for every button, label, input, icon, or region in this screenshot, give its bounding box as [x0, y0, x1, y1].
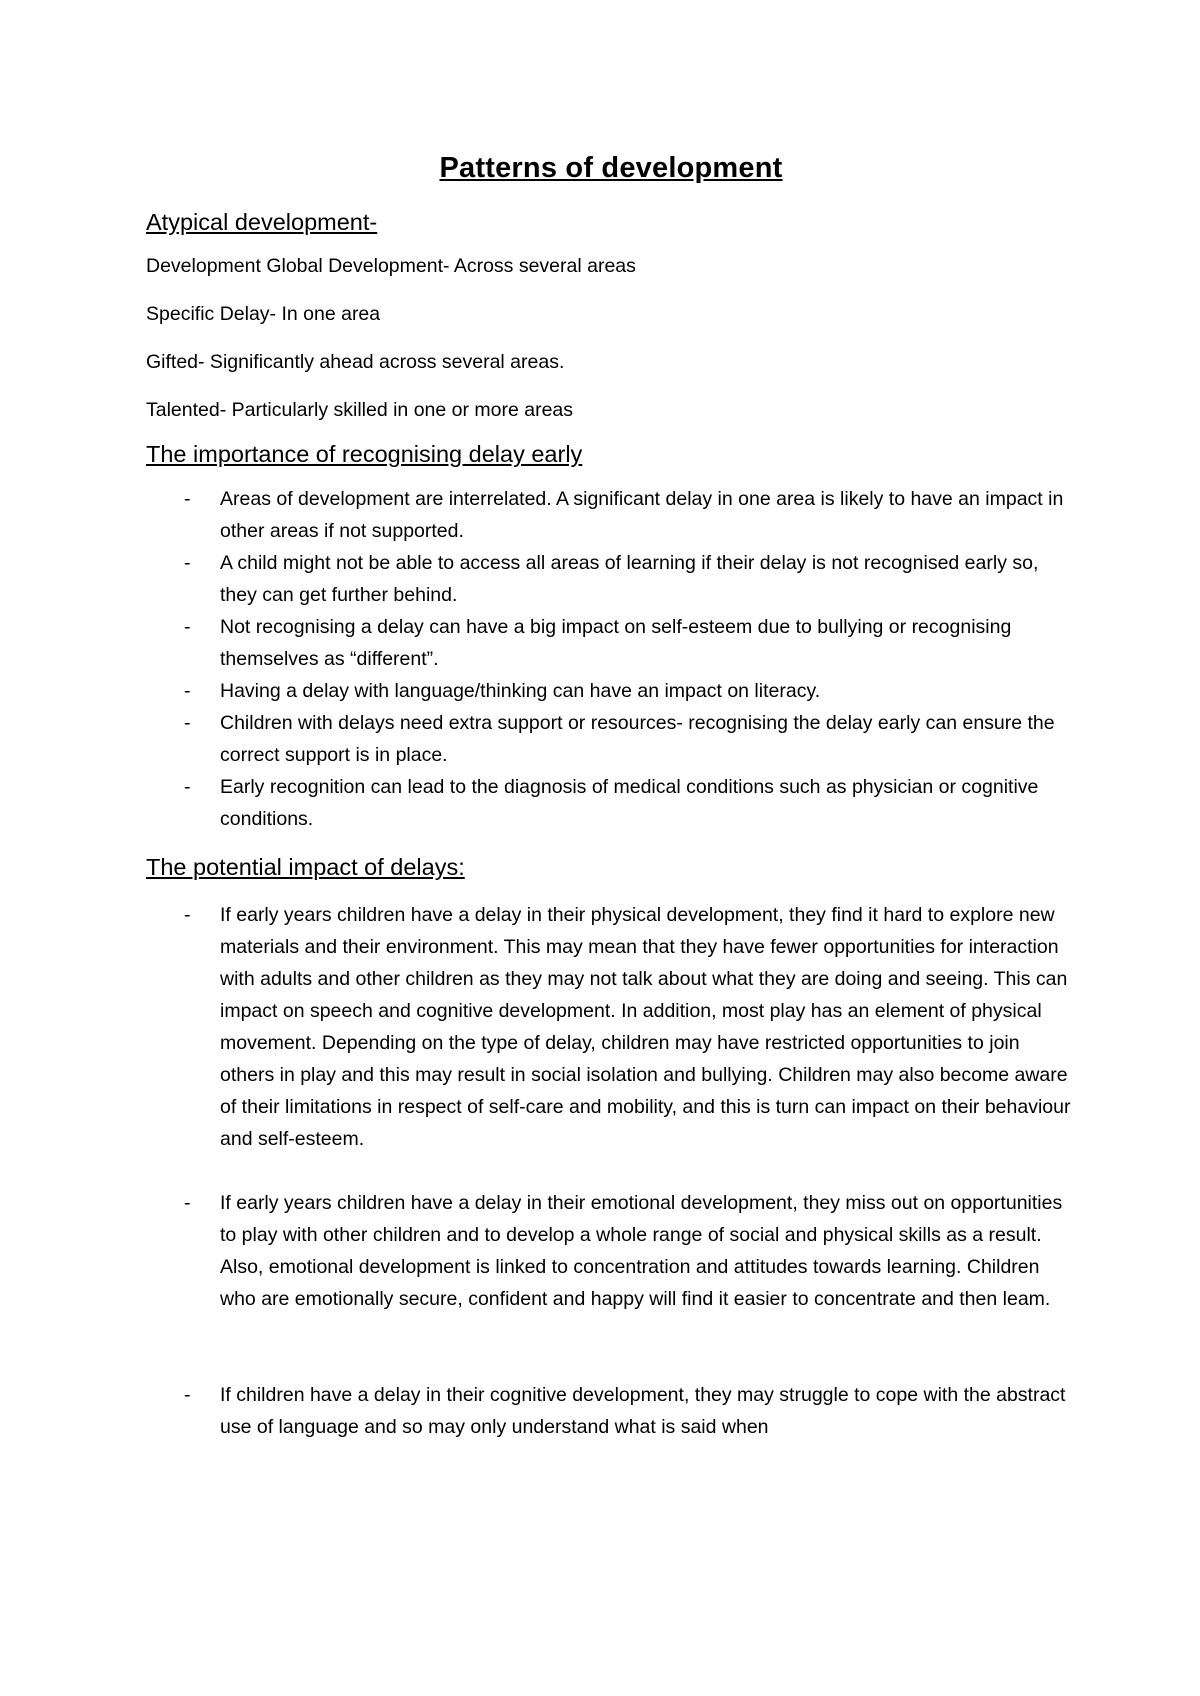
list-item-text: If early years children have a delay in their physical development, they find it hard to explore new materials and their environment. This may mean that they have fewer opportunities for interaction with adults and other children as they may not talk about what they are doing and seeing. This can impact on speech and cognitive development. In addition, most play has an element of physical movement. Depending on the type of delay, children may have restricted opportunities to join others in play and this may result in social isolation and bullying. Children may also become aware of their limitations in respect of self-care and mobility, and this is turn can impact on their behaviour and self-esteem. — [220, 904, 1071, 1150]
list-item: Specific Delay- In one area — [146, 303, 381, 325]
list-item-text: If early years children have a delay in their emotional development, they miss out on opportunities to play with other children and to develop a whole range of social and physical skills as a result. Also, emotional development is linked to concentration and attitudes towards learning. Children who are emotionally secure, confident and happy will find it easier to concentrate and then leam. — [220, 1192, 1063, 1310]
list-item: Development Global Development- Across several areas — [146, 255, 636, 277]
dash-bullet: - — [184, 1192, 191, 1214]
list-item — [146, 547, 1076, 611]
dash-bullet: - — [184, 776, 191, 798]
list-item — [146, 707, 1076, 771]
impact-list — [146, 899, 1076, 1443]
section-heading-impact: The potential impact of delays: — [146, 854, 465, 880]
list-item: Gifted- Significantly ahead across several areas. — [146, 351, 565, 373]
dash-bullet: - — [184, 904, 191, 926]
list-item — [146, 483, 1076, 547]
list-item-text: Areas of development are interrelated. A significant delay in one area is likely to have an impact in other areas if not supported. — [220, 488, 1064, 542]
document-title: Patterns of development — [439, 152, 783, 184]
list-item — [146, 771, 1076, 835]
dash-bullet: - — [184, 680, 191, 702]
dash-bullet: - — [184, 1384, 191, 1406]
list-item — [146, 611, 1076, 675]
dash-bullet: - — [184, 616, 191, 638]
section-heading-importance: The importance of recognising delay early — [146, 441, 583, 467]
list-item-text: Early recognition can lead to the diagnosis of medical conditions such as physician or cognitive conditions. — [220, 776, 1039, 830]
document-body — [146, 148, 1076, 1443]
list-item: Talented- Particularly skilled in one or more areas — [146, 399, 574, 421]
list-item — [146, 899, 1076, 1155]
atypical-list — [146, 250, 1076, 426]
list-item — [146, 1187, 1076, 1315]
list-item-text: A child might not be able to access all areas of learning if their delay is not recognised early so, they can get further behind. — [220, 552, 1039, 606]
list-item-text: If children have a delay in their cognitive development, they may struggle to cope with the abstract use of language and so may only understand what is said when — [220, 1384, 1066, 1438]
list-item — [146, 675, 1076, 707]
dash-bullet: - — [184, 488, 191, 510]
list-item-text: Not recognising a delay can have a big impact on self-esteem due to bullying or recognising themselves as “different”. — [220, 616, 1012, 670]
list-item-text: Children with delays need extra support or resources- recognising the delay early can ensure the correct support is in place. — [220, 712, 1055, 766]
list-item-text: Having a delay with language/thinking can have an impact on literacy. — [220, 680, 821, 702]
list-item — [146, 1379, 1076, 1443]
dash-bullet: - — [184, 552, 191, 574]
dash-bullet: - — [184, 712, 191, 734]
importance-list — [146, 483, 1076, 835]
section-heading-atypical: Atypical development- — [146, 209, 378, 235]
